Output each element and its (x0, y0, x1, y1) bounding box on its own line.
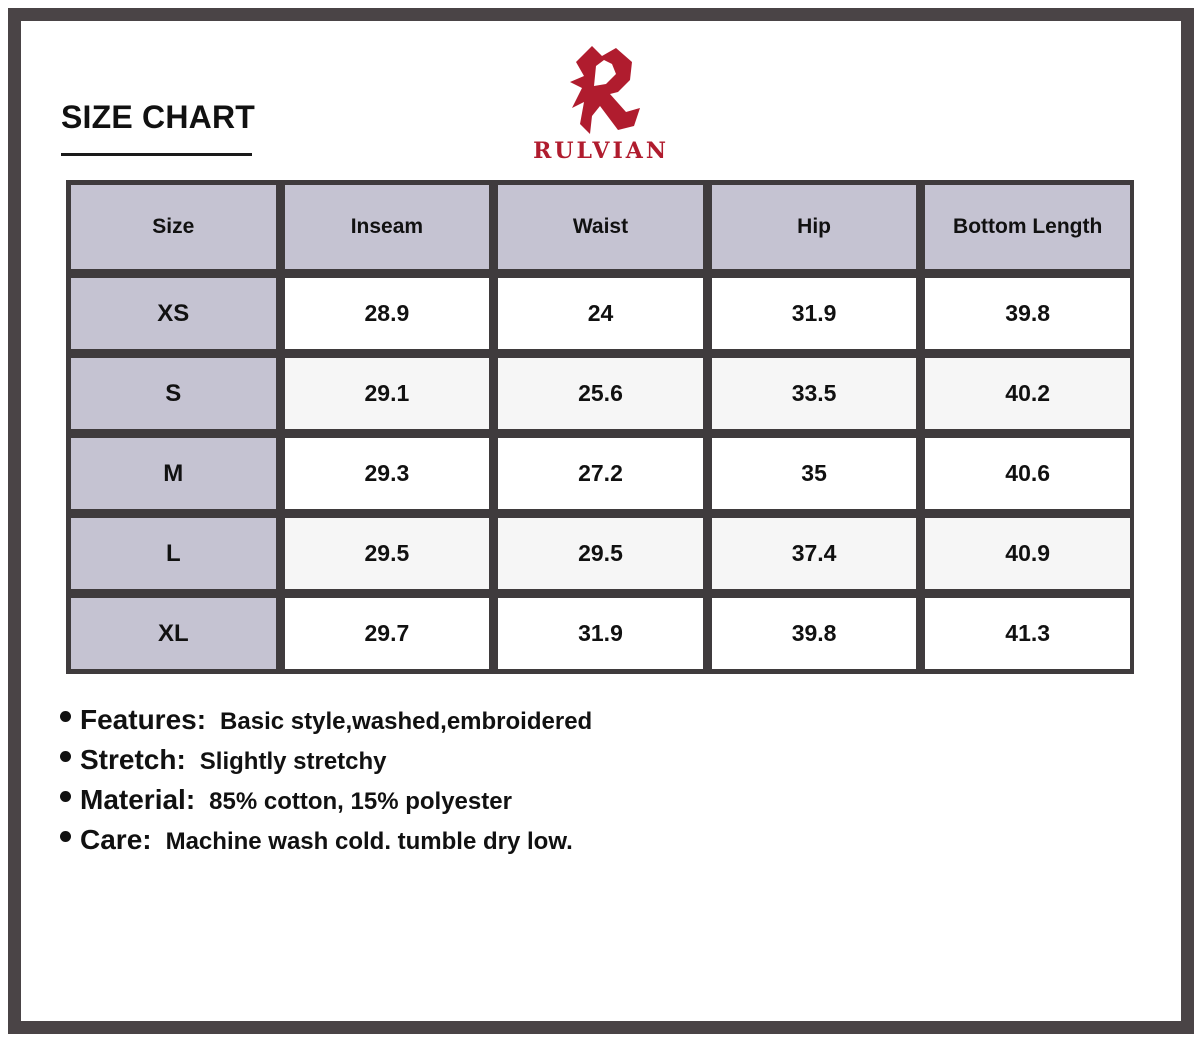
rulvian-r-logo-icon (562, 42, 642, 134)
page-title: SIZE CHART (61, 99, 255, 135)
waist-cell: 24 (498, 278, 703, 349)
waist-cell: 31.9 (498, 598, 703, 669)
size-table (62, 176, 1139, 678)
list-item (60, 824, 592, 864)
features-value: Basic style,washed,embroidered (220, 708, 593, 735)
material-value: 85% cotton, 15% polyester (209, 788, 512, 815)
hip-cell: 37.4 (712, 518, 917, 589)
column-header-size: Size (71, 185, 276, 269)
table-row (71, 598, 1130, 669)
table-header-row (71, 185, 1130, 269)
hip-cell: 35 (712, 438, 917, 509)
waist-cell: 25.6 (498, 358, 703, 429)
hip-cell: 33.5 (712, 358, 917, 429)
inseam-cell: 29.1 (285, 358, 490, 429)
bottom-length-cell: 39.8 (925, 278, 1130, 349)
hip-cell: 31.9 (712, 278, 917, 349)
column-header-bottom-length: Bottom Length (925, 185, 1130, 269)
table-row (71, 518, 1130, 589)
brand-logo (518, 42, 684, 166)
inseam-cell: 29.5 (285, 518, 490, 589)
column-header-inseam: Inseam (285, 185, 490, 269)
size-cell: S (71, 358, 276, 429)
table-row (71, 438, 1130, 509)
bottom-length-cell: 40.6 (925, 438, 1130, 509)
bottom-length-cell: 41.3 (925, 598, 1130, 669)
table-row (71, 278, 1130, 349)
bullet-icon (60, 831, 71, 842)
list-item (60, 744, 592, 784)
size-table-container (66, 180, 1134, 674)
size-cell: XS (71, 278, 276, 349)
hip-cell: 39.8 (712, 598, 917, 669)
inseam-cell: 29.3 (285, 438, 490, 509)
material-label: Material: (80, 784, 196, 815)
waist-cell: 27.2 (498, 438, 703, 509)
brand-name: RULVIAN (533, 138, 669, 164)
bullet-icon (60, 751, 71, 762)
size-cell: M (71, 438, 276, 509)
size-cell: XL (71, 598, 276, 669)
inseam-cell: 28.9 (285, 278, 490, 349)
column-header-hip: Hip (712, 185, 917, 269)
care-label: Care: (80, 824, 152, 855)
care-value: Machine wash cold. tumble dry low. (165, 828, 573, 855)
list-item (60, 704, 592, 744)
waist-cell: 29.5 (498, 518, 703, 589)
bullet-icon (60, 791, 71, 802)
stretch-value: Slightly stretchy (199, 748, 387, 775)
title-underline (61, 153, 252, 156)
inseam-cell: 29.7 (285, 598, 490, 669)
column-header-waist: Waist (498, 185, 703, 269)
list-item (60, 784, 592, 824)
stretch-label: Stretch: (80, 744, 186, 775)
size-cell: L (71, 518, 276, 589)
bottom-length-cell: 40.9 (925, 518, 1130, 589)
bottom-length-cell: 40.2 (925, 358, 1130, 429)
table-row (71, 358, 1130, 429)
features-label: Features: (80, 704, 207, 735)
product-details-list (60, 704, 592, 864)
bullet-icon (60, 711, 71, 722)
